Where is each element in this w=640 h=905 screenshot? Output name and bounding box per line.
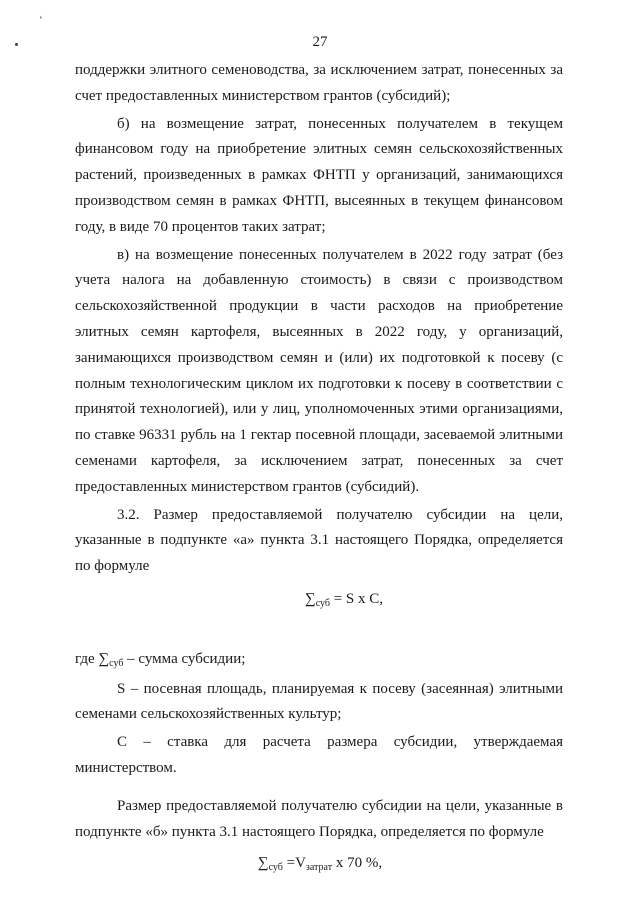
where-definition: – сумма субсидии; (123, 650, 246, 667)
c-word: расчета (262, 734, 311, 751)
sum-symbol: ∑ (257, 855, 269, 871)
c-word: – (143, 734, 151, 751)
where-subscript: суб (109, 657, 124, 669)
formula-equals-v: =V (282, 855, 306, 871)
paragraph-formula-b-intro: Размер предоставляемой получателю субсидии на цели, указанные в подпункте «б» пункта 3.1 настоящего Порядка, определяется по формуле (75, 797, 563, 840)
c-word: для (224, 734, 247, 751)
paragraph-where (75, 647, 563, 677)
page-number: 27 (312, 34, 328, 50)
c-word: утверждаемая (473, 734, 563, 751)
formula-subscript-costs: затрат (305, 862, 333, 873)
formula-subscript: суб (315, 597, 330, 609)
where-prefix: где (75, 650, 95, 667)
paragraph-item-b: б) на возмещение затрат, понесенных получателем в текущем финансовом году на приобретение элитных семян сельскохозяйственных растений, произведенных в рамках ФНТП у организаций, занимающихся производством семян в рамках ФНТП, высеянных в текущем финансовом году, в виде 70 процентов таких затрат; (75, 115, 563, 235)
paragraph-3-2: 3.2. Размер предоставляемой получателю субсидии на цели, указанные в подпункте «а» пункта 3.1 настоящего Порядка, определяется по формуле (75, 506, 563, 575)
formula-subsidy-b (0, 855, 640, 873)
sum-symbol: ∑ (98, 650, 110, 667)
document-body (75, 58, 563, 845)
c-definition-row (117, 730, 563, 756)
formula-subscript: суб (268, 862, 283, 873)
c-word: С (117, 734, 128, 751)
formula-subsidy-a (75, 587, 563, 617)
paragraph-s-definition: S – посевная площадь, планируемая к посеву (засеянная) элитными семенами сельскохозяйственных культур; (75, 680, 563, 723)
paragraph-item-v: в) на возмещение понесенных получателем в 2022 году затрат (без учета налога на добавленную стоимость) в связи с производством сельскохозяйственной продукции в части расходов на приобретение элитных семян картофеля, высеянных в 2022 году, у организаций, занимающихся производством семян и (или) их подготовкой к посеву (с полным технологическим циклом их подготовки к посеву в соответствии с принятой технологией), или у лиц, уполномоченных этими организациями, по ставке 96331 рубль на 1 гектар посевной площади, засеваемой элитными семенами картофеля, за исключением затрат, понесенных за счет предоставленных министерством грантов (субсидий). (75, 246, 563, 495)
corner-mark: ʻ (39, 14, 43, 26)
c-word: размера (327, 734, 378, 751)
c-word: ставка (167, 734, 209, 751)
formula-expression: x 70 %, (332, 855, 383, 871)
paragraph-c-definition (75, 730, 563, 756)
sum-symbol: ∑ (304, 590, 316, 607)
paragraph-c-tail: министерством. (75, 759, 177, 776)
c-word: субсидии, (393, 734, 458, 751)
paragraph-continuation: поддержки элитного семеноводства, за исключением затрат, понесенных за счет предоставленных министерством грантов (субсидий); (75, 62, 563, 104)
formula-expression: = S x C, (329, 590, 384, 607)
